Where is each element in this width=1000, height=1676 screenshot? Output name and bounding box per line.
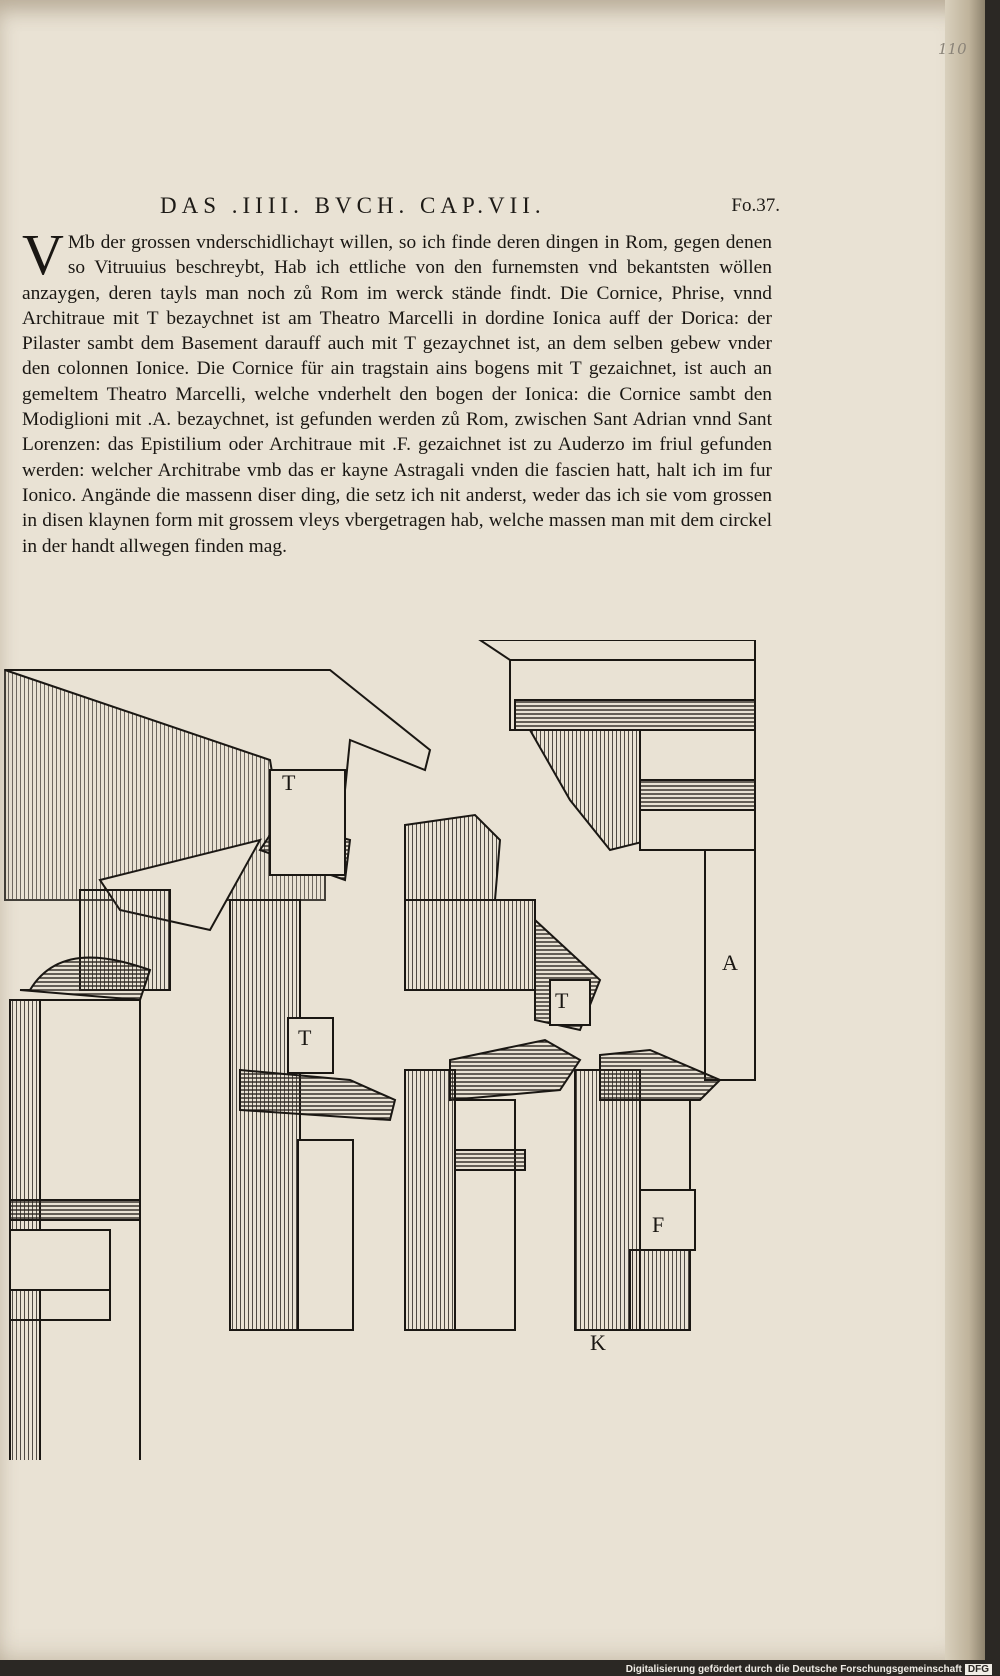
running-head: DAS .IIII. BVCH. CAP.VII.	[160, 193, 546, 218]
running-header	[160, 193, 780, 223]
woodcut-illustration	[0, 640, 830, 1460]
dfg-badge: DFG	[965, 1664, 992, 1675]
folio-number: 110	[938, 40, 967, 58]
architrave-drawing	[575, 1050, 720, 1330]
funding-notice	[626, 1664, 992, 1675]
page-number: Fo.37.	[731, 195, 780, 216]
label-f: F	[652, 1212, 665, 1237]
page-edge	[945, 0, 985, 1660]
left-cornice-drawing	[5, 670, 430, 1460]
label-t-column: T	[555, 988, 569, 1013]
label-t-cornice: T	[282, 770, 296, 795]
label-a: A	[722, 950, 738, 975]
middle-column-drawing	[405, 815, 600, 1330]
modiglioni-cornice-drawing	[480, 640, 755, 1080]
drop-cap: V	[22, 222, 64, 287]
label-t-pilaster: T	[298, 1025, 312, 1050]
paragraph-text: Mb der grossen vnderschidlichayt willen, so ich finde deren dingen in Rom, gegen denen so Vitruuius beschreybt, Hab ich ettliche von den furnemsten vnd bekantsten wöllen anzaygen, deren tayls man noch zů Rom im werck stände findt. Die Cornice, Phrise, vnnd Architraue mit T bezaychnet ist am Theatro Marcelli in dordine Ionica auff der Dorica: der Pilaster sambt dem Basement darauff auch mit T gezaychnet ist, an dem selben gebew vnder den colonnen Ionice. Die Cornice für ain tragstain ains bogens mit T gezaichnet, ist auch an gemeltem Theatro Marcelli, welche vnderhelt den bogen der Ionica: die Cornice sambt den Modiglioni mit .A. bezaychnet, ist gefunden werden zů Rom, zwischen Sant Adrian vnnd Sant Lorenzen: das Epistilium oder Architraue mit .F. gezaichnet ist zu Auderzo im friul gefunden werden: welcher Architrabe vmb das er kayne Astragali vnden die fascien hatt, halt ich im fur Ionico. Angände die massenn diser ding, die setz ich nit anderst, weder das ich sie vom grossen in disen klaynen form mit grossem vleys vbergetragen hab, welche massen man mit dem circkel in der handt allwegen finden mag.	[22, 232, 772, 557]
architectural-woodcut	[0, 640, 830, 1460]
body-paragraph	[22, 222, 772, 559]
footer-bar	[0, 1660, 1000, 1676]
label-k: K	[590, 1330, 606, 1355]
funding-text: Digitalisierung gefördert durch die Deutsche Forschungsgemeinschaft	[625, 1664, 962, 1675]
pilaster-drawing	[230, 900, 395, 1330]
